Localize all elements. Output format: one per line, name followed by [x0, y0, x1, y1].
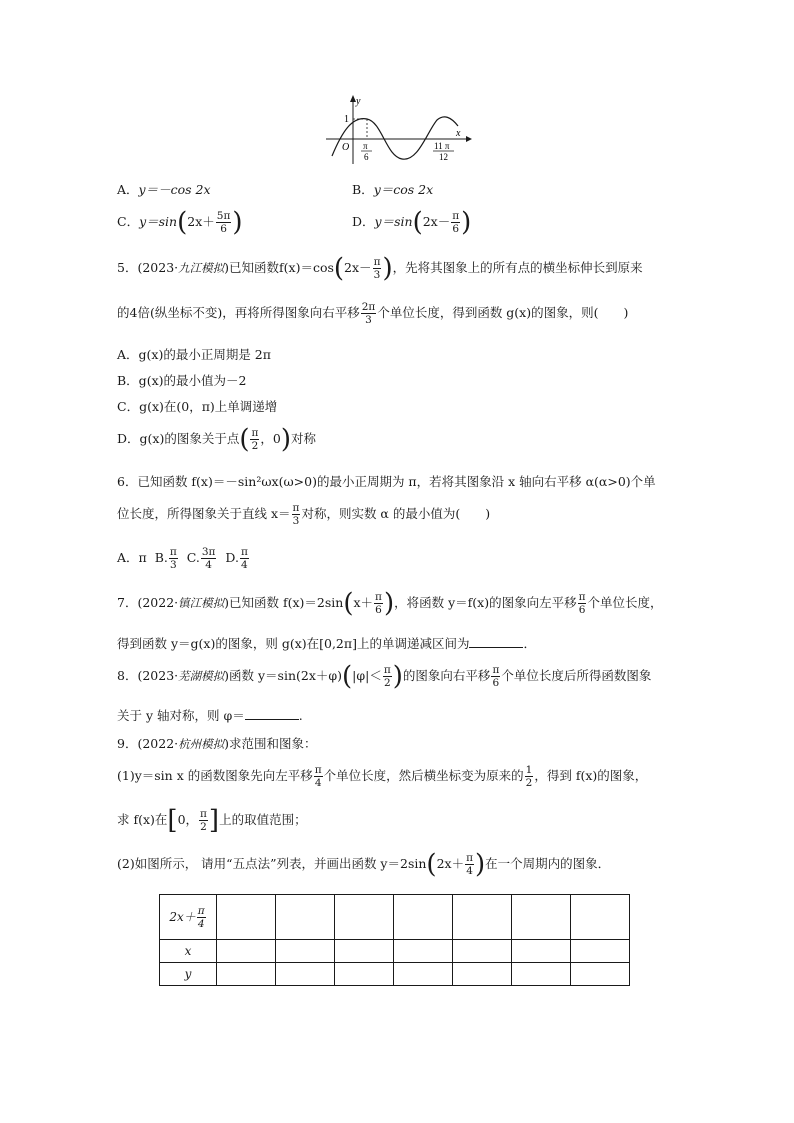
table-cell[interactable]: [217, 940, 276, 963]
q8-line2: 关于 y 轴对称，则 φ＝ .: [117, 708, 303, 723]
x-axis-label: x: [456, 128, 461, 139]
table-cell[interactable]: [335, 940, 394, 963]
table-row: [160, 940, 630, 963]
q5-line2: 的4倍(纵坐标不变)，再将所得图象向右平移 $\frac{2\pi}{3}$ 个单位长度，得到函数 g(x)的图象，则( ): [117, 301, 629, 326]
q8-line1: 8．(2023·芜湖模拟)函数 y＝sin(2x＋φ)(|φ|＜ $\frac{\pi}{2}$ )的图象向右平移 $\frac{\pi}{6}$ 个单位长度后所得函数图象: [117, 661, 652, 692]
q6-line1: 6．已知函数 f(x)＝－sin²ωx(ω>0)的最小正周期为 π，若将其图象沿 x 轴向右平移 α(α>0)个单: [117, 474, 656, 489]
table-row-label-y: y: [160, 963, 217, 986]
table-cell[interactable]: [335, 963, 394, 986]
table-cell[interactable]: [571, 963, 630, 986]
q4-option-a: A．y＝－cos 2x: [117, 182, 211, 197]
tick-pi6-den: 6: [364, 152, 369, 162]
q5-option-b: B．g(x)的最小值为－2: [117, 373, 247, 388]
table-cell[interactable]: [512, 895, 571, 940]
table-head-cell: 2x＋ $\frac{\pi}{4}$: [160, 895, 217, 940]
q4-option-c: C．y＝sin(2x＋ $\frac{5\pi}{6}$ ): [117, 207, 243, 238]
tick-11pi12-num: 11 π: [434, 141, 450, 151]
table-cell[interactable]: [217, 895, 276, 940]
q9-part1-line2: 求 f(x)在[0， $\frac{\pi}{2}$ ]上的取值范围；: [117, 805, 307, 836]
q4-option-d: D．y＝sin(2x－ $\frac{\pi}{6}$ ): [352, 207, 472, 238]
table-cell[interactable]: [276, 940, 335, 963]
table-cell[interactable]: [276, 895, 335, 940]
table-cell[interactable]: [217, 963, 276, 986]
table-cell[interactable]: [571, 895, 630, 940]
tick-one: 1: [344, 114, 349, 125]
q5-option-a: A．g(x)的最小正周期是 2π: [117, 347, 271, 362]
table-row-label-x: x: [160, 940, 217, 963]
table-row: [160, 963, 630, 986]
tick-pi6-num: π: [363, 141, 368, 151]
table-cell[interactable]: [453, 963, 512, 986]
table-cell[interactable]: [276, 963, 335, 986]
q4-option-b: B．y＝cos 2x: [352, 182, 434, 197]
q6-options: A．π B. $\frac{\pi}{3}$ C. $\frac{3\pi}{4}$ D. $\frac{\pi}{4}$: [117, 546, 248, 571]
table-cell[interactable]: [512, 963, 571, 986]
table-cell[interactable]: [394, 940, 453, 963]
q5-line1: 5．(2023·九江模拟)已知函数f(x)＝cos(2x－ $\frac{\pi}{3}$ )，先将其图象上的所有点的横坐标伸长到原来: [117, 253, 643, 284]
sinusoid-graph: [320, 92, 480, 167]
table-cell[interactable]: [571, 940, 630, 963]
y-axis-label: y: [356, 96, 361, 107]
q9-part2: (2)如图所示， 请用“五点法”列表，并画出函数 y＝2sin(2x＋ $\frac{\pi}{4}$ )在一个周期内的图象．: [117, 849, 611, 880]
table-cell[interactable]: [453, 940, 512, 963]
q7-answer-blank[interactable]: [469, 635, 523, 648]
q9-part1-line1: (1)y＝sin x 的函数图象先向左平移 $\frac{\pi}{4}$ 个单位长度，然后横坐标变为原来的 $\frac{1}{2}$ ，得到 f(x)的图象，: [117, 764, 648, 789]
q7-line1: 7．(2022·镇江模拟)已知函数 f(x)＝2sin(x＋ $\frac{\pi}{6}$ )，将函数 y＝f(x)的图象向左平移 $\frac{\pi}{6}$ 个单位长度，: [117, 588, 663, 619]
q6-line2: 位长度，所得图象关于直线 x＝ $\frac{\pi}{3}$ 对称，则实数 α 的最小值为( ): [117, 502, 491, 527]
table-cell[interactable]: [512, 940, 571, 963]
five-point-table: [159, 894, 630, 986]
table-row: [160, 895, 630, 940]
table-cell[interactable]: [394, 895, 453, 940]
q7-line2: 得到函数 y＝g(x)的图象，则 g(x)在[0,2π]上的单调递减区间为 ．: [117, 636, 536, 651]
origin-label: O: [342, 142, 350, 153]
q5-option-d: D．g(x)的图象关于点( $\frac{\pi}{2}$ ，0)对称: [117, 424, 317, 455]
table-cell[interactable]: [394, 963, 453, 986]
q5-option-c: C．g(x)在(0，π)上单调递增: [117, 399, 278, 414]
tick-11pi12-den: 12: [439, 152, 448, 162]
table-cell[interactable]: [335, 895, 394, 940]
q8-answer-blank[interactable]: [245, 707, 299, 720]
q9-title: 9．(2022·杭州模拟)求范围和图象：: [117, 736, 317, 751]
table-cell[interactable]: [453, 895, 512, 940]
